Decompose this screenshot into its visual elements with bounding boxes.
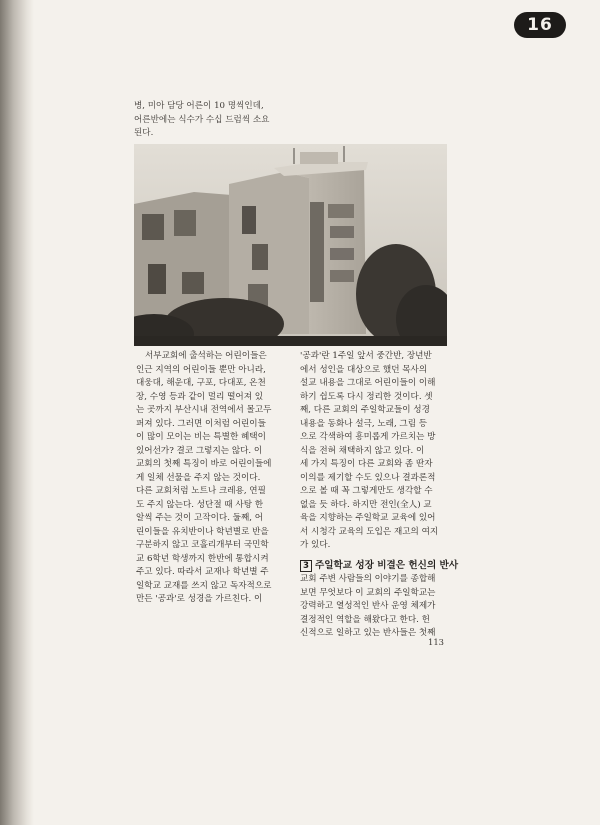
text-line: 구분하지 않고 코흘리개부터 국민학 <box>136 540 269 550</box>
page-gutter-shadow <box>0 0 34 825</box>
photo-illustration <box>134 144 447 346</box>
text-line: 설교 내용을 그대로 어린이들이 이해 <box>300 378 436 388</box>
text-line: 강력하고 열성적인 반사 운영 체제가 <box>300 601 436 611</box>
text-line: 교 6학년 학생까지 한반에 통합시켜 <box>136 553 269 564</box>
text-line: 째, 다른 교회의 주일학교들이 성경 <box>300 405 430 415</box>
text-line: 이의를 제기할 수도 있으나 결과론적 <box>300 472 436 483</box>
text-line: 서부교회에 출석하는 어린이들은 <box>145 351 267 361</box>
text-line: 하기 쉽도록 다시 정리한 것이다. 셋 <box>300 391 433 402</box>
page-number-badge: 16 <box>514 12 566 38</box>
text-line: 퍼져 있다. 그러면 이처럼 어린이들 <box>136 418 266 429</box>
text-line: 없을 듯 하다. 하지만 전인(全人) 교 <box>300 499 432 510</box>
section-heading <box>300 559 468 573</box>
text-line: 린이들을 유치반이나 학년별로 반을 <box>136 526 269 537</box>
text-line: 다른 교회처럼 노트나 크레용, 연필 <box>136 486 266 496</box>
text-line: 서 시청각 교육의 도입은 재고의 여지 <box>300 526 439 537</box>
text-line: '공과'란 1주일 앞서 중간반, 장년반 <box>300 351 432 361</box>
text-line: 가 있다. <box>300 540 331 550</box>
text-line: 결정적인 역할을 해왔다고 한다. 헌 <box>300 614 430 625</box>
text-line: 식을 전혀 채택하지 않고 있다. 이 <box>300 445 425 456</box>
text-line: 세 가지 특징이 다른 교회와 좀 딴자 <box>300 459 433 469</box>
top-paragraph <box>134 100 290 141</box>
text-line: 대웅대, 해운대, 구포, 다대포, 온천 <box>136 378 266 388</box>
text-line: 알씩 주는 것이 고작이다. 둘째, 어 <box>136 513 264 523</box>
text-line: 된다. <box>134 128 154 139</box>
text-line: 만든 '공과'로 성경을 가르친다. 이 <box>136 594 263 604</box>
text-line: 게 일체 선물을 주지 않는 것이다. <box>136 472 261 483</box>
text-line: 교회의 첫째 특징이 바로 어린이들에 <box>136 459 272 469</box>
text-line: 는 곳까지 부산시내 전역에서 몰고두 <box>136 405 272 415</box>
text-line: 어른반에는 식수가 수십 드럼씩 소요 <box>134 114 270 125</box>
text-line: 일학교 교재를 쓰지 않고 독자적으로 <box>136 580 272 591</box>
section-title: 주일학교 성장 비결은 헌신의 반사 <box>314 559 459 571</box>
text-line: 신적으로 일하고 있는 반사들은 첫째 <box>300 628 436 638</box>
church-building-photo <box>134 144 447 346</box>
text-line: 인근 지역의 어린이들 뿐만 아니라, <box>136 364 266 375</box>
text-line: 장, 수영 등과 같이 멀리 떨어져 있 <box>136 391 264 402</box>
text-line: 내용을 동화나 설극, 노래, 그림 등 <box>300 418 428 429</box>
section-number: 3 <box>300 560 312 572</box>
text-line: 에서 성인을 대상으로 했던 목사의 <box>300 364 428 375</box>
text-line: 보면 무엇보다 이 교회의 주일학교는 <box>300 587 436 598</box>
text-line: 교회 주변 사람들의 이야기를 종합해 <box>300 574 436 584</box>
text-line: 있어선가? 결코 그렇지는 않다. 이 <box>136 445 263 456</box>
text-line: 으로 볼 때 꼭 그렇게만도 생각할 수 <box>300 486 433 496</box>
right-text-column <box>300 350 468 641</box>
text-line: 도 주지 않는다. 성단절 때 사탕 한 <box>136 499 264 510</box>
text-line: 이 많이 모이는 비는 특별한 혜택이 <box>136 432 266 442</box>
text-line: 육을 지향하는 주일학교 교육에 있어 <box>300 513 436 523</box>
page-folio-number: 113 <box>428 637 444 647</box>
left-text-column <box>136 350 296 607</box>
text-line: 으로 각색하여 흥미롭게 가르치는 방 <box>300 432 436 442</box>
text-line: 병, 미아 담당 어른이 10 명씩인데, <box>134 101 264 111</box>
text-line: 주고 있다. 따라서 교재나 학년별 주 <box>136 567 269 577</box>
